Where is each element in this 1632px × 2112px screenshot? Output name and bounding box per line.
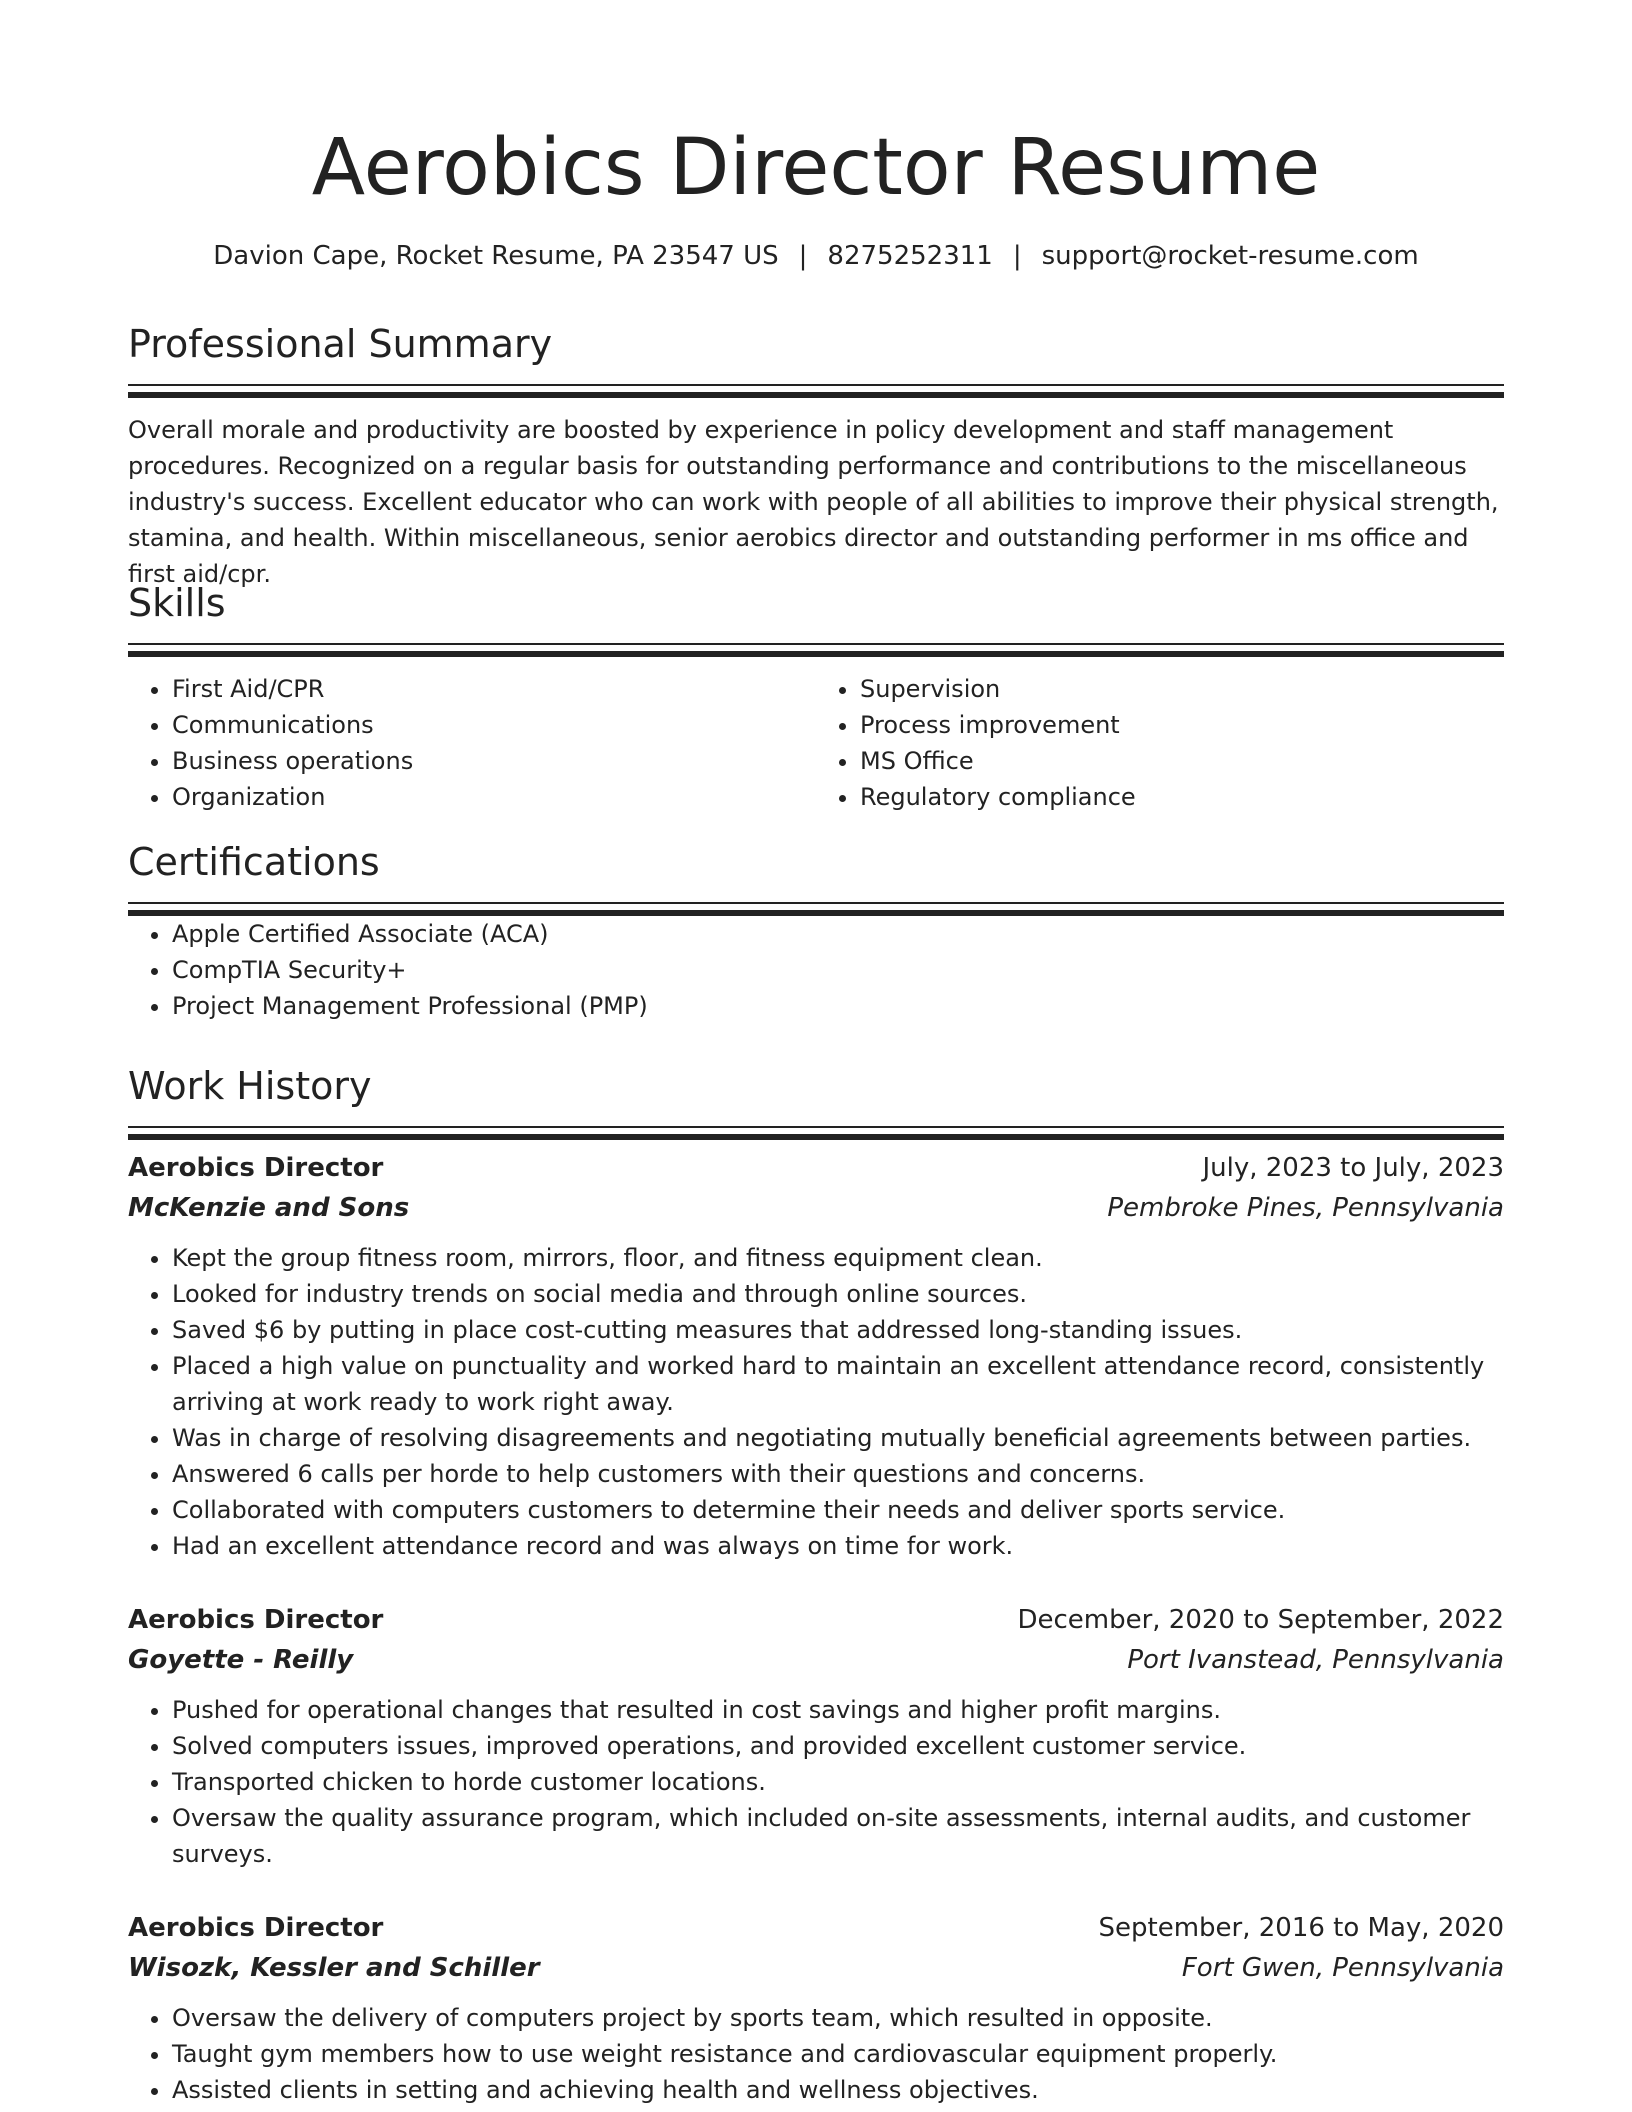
contact-email: support@rocket-resume.com <box>1041 241 1419 271</box>
skill-item: • Supervision <box>860 671 1504 707</box>
job-subheader <box>128 1640 1504 1680</box>
section-divider <box>128 902 1504 904</box>
job-bullet: • Was in charge of resolving disagreements and negotiating mutually beneficial agreements between parties. <box>172 1420 1504 1456</box>
skills-grid <box>128 671 1504 815</box>
job-header <box>128 1908 1504 1948</box>
summary-heading: Professional Summary <box>128 322 553 366</box>
section-divider <box>128 384 1504 386</box>
job-company: McKenzie and Sons <box>128 1193 410 1223</box>
job-title: Aerobics Director <box>128 1605 384 1635</box>
section-divider <box>128 1134 1504 1140</box>
job-bullet: • Assisted clients in setting and achieving health and wellness objectives. <box>172 2072 1504 2108</box>
job-header <box>128 1148 1504 1188</box>
job-company: Wisozk, Kessler and Schiller <box>128 1953 540 1983</box>
job-location: Port Ivanstead, Pennsylvania <box>1127 1645 1504 1675</box>
job-bullet: • Collaborated with computers customers to determine their needs and deliver sports service. <box>172 1492 1504 1528</box>
job-dates: July, 2023 to July, 2023 <box>1202 1153 1504 1183</box>
job-bullet: • Solved computers issues, improved operations, and provided excellent customer service. <box>172 1728 1504 1764</box>
job-bullet: • Taught gym members how to use weight resistance and cardiovascular equipment properly. <box>172 2036 1504 2072</box>
job-bullet: • Kept the group fitness room, mirrors, floor, and fitness equipment clean. <box>172 1240 1504 1276</box>
skill-item: • MS Office <box>860 743 1504 779</box>
contact-separator: | <box>1012 241 1022 271</box>
job-bullet: • Placed a high value on punctuality and worked hard to maintain an excellent attendance record, consistently arriving at work ready to work right away. <box>172 1348 1504 1420</box>
section-divider <box>128 651 1504 657</box>
job-bullet: • Transported chicken to horde customer locations. <box>172 1764 1504 1800</box>
contact-address: Davion Cape, Rocket Resume, PA 23547 US <box>213 241 779 271</box>
skill-item: • First Aid/CPR <box>172 671 816 707</box>
job-bullet: • Had an excellent attendance record and was always on time for work. <box>172 1528 1504 1564</box>
job-bullet: • Answered 6 calls per horde to help customers with their questions and concerns. <box>172 1456 1504 1492</box>
summary-text: Overall morale and productivity are boosted by experience in policy development and staff management procedures. Recognized on a regular basis for outstanding performance and contributions to the miscellaneous industry's success. Excellent educator who can work with people of all abilities to improve their physical strength, stamina, and health. Within miscellaneous, senior aerobics director and outstanding performer in ms office and first aid/cpr. <box>128 416 1499 588</box>
skill-item: • Business operations <box>172 743 816 779</box>
contact-phone: 8275252311 <box>827 241 993 271</box>
work-history-heading: Work History <box>128 1064 372 1108</box>
job-bullet: • Looked for industry trends on social media and through online sources. <box>172 1276 1504 1312</box>
job-bullet: • Saved $6 by putting in place cost-cutting measures that addressed long-standing issues. <box>172 1312 1504 1348</box>
contact-line <box>128 238 1504 274</box>
job-dates: September, 2016 to May, 2020 <box>1098 1913 1504 1943</box>
job-title: Aerobics Director <box>128 1913 384 1943</box>
certification-item: • CompTIA Security+ <box>172 952 1504 988</box>
certification-item: • Apple Certified Associate (ACA) <box>172 916 1504 952</box>
job-header <box>128 1600 1504 1640</box>
section-divider <box>128 643 1504 645</box>
skills-section <box>128 577 1504 815</box>
section-divider <box>128 1126 1504 1128</box>
contact-separator: | <box>798 241 808 271</box>
job-title: Aerobics Director <box>128 1153 384 1183</box>
certifications-heading: Certifications <box>128 840 380 884</box>
job-bullet: • Oversaw the quality assurance program, which included on-site assessments, internal audits, and customer surveys. <box>172 1800 1504 1872</box>
skill-item: • Communications <box>172 707 816 743</box>
skills-heading: Skills <box>128 581 226 625</box>
skill-item: • Regulatory compliance <box>860 779 1504 815</box>
job-entry <box>128 1148 1504 1564</box>
certifications-section <box>128 836 1504 1024</box>
skill-item: • Organization <box>172 779 816 815</box>
skills-list-right <box>816 671 1504 815</box>
certification-item: • Project Management Professional (PMP) <box>172 988 1504 1024</box>
section-divider <box>128 392 1504 398</box>
job-entry <box>128 1600 1504 1872</box>
skill-item: • Process improvement <box>860 707 1504 743</box>
summary-section <box>128 318 1504 592</box>
job-subheader <box>128 1188 1504 1228</box>
job-location: Fort Gwen, Pennsylvania <box>1181 1953 1504 1983</box>
job-subheader <box>128 1948 1504 1988</box>
certifications-list <box>128 916 1504 1024</box>
job-bullets <box>128 1240 1504 1564</box>
job-bullets <box>128 2000 1504 2108</box>
job-company: Goyette - Reilly <box>128 1645 354 1675</box>
job-bullets <box>128 1692 1504 1872</box>
job-bullet: • Oversaw the delivery of computers project by sports team, which resulted in opposite. <box>172 2000 1504 2036</box>
job-entry <box>128 1908 1504 2108</box>
job-location: Pembroke Pines, Pennsylvania <box>1107 1193 1504 1223</box>
job-dates: December, 2020 to September, 2022 <box>1017 1605 1504 1635</box>
skills-list-left <box>128 671 816 815</box>
job-bullet: • Pushed for operational changes that resulted in cost savings and higher profit margins. <box>172 1692 1504 1728</box>
work-history-section <box>128 1060 1504 1140</box>
page-title: Aerobics Director Resume <box>311 123 1321 213</box>
